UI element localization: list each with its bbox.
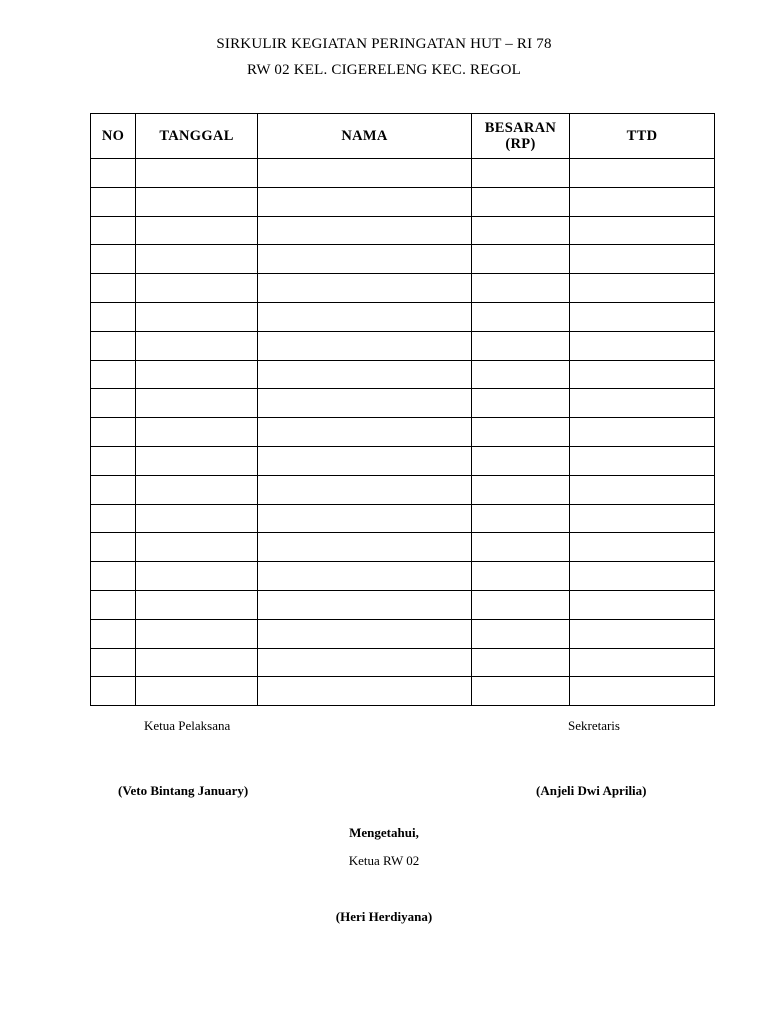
table-cell bbox=[570, 245, 715, 274]
table-row bbox=[91, 648, 715, 677]
column-header-no: NO bbox=[91, 114, 136, 159]
table-cell bbox=[472, 245, 570, 274]
table-cell bbox=[136, 331, 258, 360]
table-cell bbox=[258, 159, 472, 188]
table-cell bbox=[258, 562, 472, 591]
table-row bbox=[91, 360, 715, 389]
table-cell bbox=[136, 389, 258, 418]
table-row bbox=[91, 187, 715, 216]
table-cell bbox=[570, 619, 715, 648]
table-row bbox=[91, 446, 715, 475]
table-cell bbox=[570, 446, 715, 475]
table-cell bbox=[136, 274, 258, 303]
table-cell bbox=[136, 360, 258, 389]
table-cell bbox=[136, 504, 258, 533]
table-cell bbox=[570, 562, 715, 591]
table-row bbox=[91, 533, 715, 562]
table-cell bbox=[136, 648, 258, 677]
document-title: SIRKULIR KEGIATAN PERINGATAN HUT – RI 78 bbox=[216, 36, 552, 52]
column-header-nama: NAMA bbox=[258, 114, 472, 159]
table-cell bbox=[91, 216, 136, 245]
table-cell bbox=[570, 475, 715, 504]
table-row bbox=[91, 389, 715, 418]
table-cell bbox=[472, 504, 570, 533]
table-cell bbox=[136, 187, 258, 216]
table-cell bbox=[472, 418, 570, 447]
table-cell bbox=[91, 245, 136, 274]
table-cell bbox=[570, 331, 715, 360]
table-row bbox=[91, 504, 715, 533]
table-cell bbox=[258, 619, 472, 648]
table-cell bbox=[91, 331, 136, 360]
table-cell bbox=[472, 389, 570, 418]
column-header-tanggal: TANGGAL bbox=[136, 114, 258, 159]
table-cell bbox=[91, 533, 136, 562]
chairman-name: (Veto Bintang January) bbox=[118, 783, 249, 798]
table-row bbox=[91, 159, 715, 188]
column-header-ttd: TTD bbox=[570, 114, 715, 159]
table-cell bbox=[570, 216, 715, 245]
table-cell bbox=[472, 648, 570, 677]
rw-chairman-name: (Heri Herdiyana) bbox=[335, 909, 433, 924]
table-cell bbox=[136, 245, 258, 274]
table-cell bbox=[472, 302, 570, 331]
table-row bbox=[91, 418, 715, 447]
table-cell bbox=[91, 677, 136, 706]
table-cell bbox=[136, 677, 258, 706]
table-cell bbox=[91, 418, 136, 447]
table-cell bbox=[472, 533, 570, 562]
column-header-besaran bbox=[472, 114, 570, 159]
table-cell bbox=[91, 159, 136, 188]
table-row bbox=[91, 274, 715, 303]
table-cell bbox=[570, 187, 715, 216]
table-cell bbox=[472, 590, 570, 619]
document-subtitle: RW 02 KEL. CIGERELENG KEC. REGOL bbox=[246, 62, 522, 78]
table-cell bbox=[472, 475, 570, 504]
table-cell bbox=[570, 302, 715, 331]
table-cell bbox=[136, 216, 258, 245]
table-cell bbox=[91, 360, 136, 389]
table-row bbox=[91, 245, 715, 274]
table-cell bbox=[91, 619, 136, 648]
table-row bbox=[91, 302, 715, 331]
table-row bbox=[91, 475, 715, 504]
table-cell bbox=[91, 504, 136, 533]
table-cell bbox=[136, 302, 258, 331]
table-cell bbox=[258, 187, 472, 216]
table-cell bbox=[472, 187, 570, 216]
table-cell bbox=[570, 389, 715, 418]
table-cell bbox=[136, 562, 258, 591]
table-cell bbox=[91, 302, 136, 331]
table-cell bbox=[91, 274, 136, 303]
table-cell bbox=[91, 187, 136, 216]
table-cell bbox=[472, 677, 570, 706]
table-cell bbox=[258, 216, 472, 245]
table-cell bbox=[258, 446, 472, 475]
table-cell bbox=[472, 562, 570, 591]
table-row bbox=[91, 216, 715, 245]
table-cell bbox=[136, 446, 258, 475]
table-cell bbox=[258, 533, 472, 562]
table-cell bbox=[258, 331, 472, 360]
table-cell bbox=[258, 302, 472, 331]
table-cell bbox=[258, 504, 472, 533]
table-cell bbox=[258, 475, 472, 504]
table-cell bbox=[472, 159, 570, 188]
table-row bbox=[91, 590, 715, 619]
table-cell bbox=[570, 533, 715, 562]
table-cell bbox=[91, 562, 136, 591]
circulation-table bbox=[90, 113, 715, 706]
table-cell bbox=[472, 446, 570, 475]
table-header-row bbox=[91, 114, 715, 159]
secretary-role: Sekretaris bbox=[568, 718, 620, 733]
table-cell bbox=[91, 648, 136, 677]
table-cell bbox=[258, 648, 472, 677]
table-cell bbox=[472, 619, 570, 648]
table-cell bbox=[570, 590, 715, 619]
table-row bbox=[91, 331, 715, 360]
table-cell bbox=[136, 533, 258, 562]
column-header-besaran-label: BESARAN (RP) bbox=[484, 120, 557, 152]
table-row bbox=[91, 677, 715, 706]
table-cell bbox=[136, 159, 258, 188]
acknowledge-label: Mengetahui, bbox=[349, 825, 419, 840]
table-cell bbox=[258, 590, 472, 619]
table-cell bbox=[136, 418, 258, 447]
table-cell bbox=[258, 245, 472, 274]
table-cell bbox=[91, 475, 136, 504]
table-cell bbox=[91, 590, 136, 619]
table-cell bbox=[472, 216, 570, 245]
chairman-role: Ketua Pelaksana bbox=[144, 718, 231, 733]
table-body bbox=[91, 159, 715, 706]
table-cell bbox=[570, 159, 715, 188]
table-cell bbox=[570, 418, 715, 447]
table-row bbox=[91, 619, 715, 648]
secretary-name: (Anjeli Dwi Aprilia) bbox=[536, 783, 647, 798]
table-cell bbox=[570, 360, 715, 389]
table-cell bbox=[258, 418, 472, 447]
table-cell bbox=[91, 389, 136, 418]
table-cell bbox=[258, 274, 472, 303]
table-cell bbox=[136, 590, 258, 619]
table-cell bbox=[472, 331, 570, 360]
table-cell bbox=[472, 360, 570, 389]
table-cell bbox=[136, 475, 258, 504]
rw-chairman-role: Ketua RW 02 bbox=[348, 853, 420, 868]
table-cell bbox=[91, 446, 136, 475]
table-cell bbox=[570, 677, 715, 706]
table-cell bbox=[472, 274, 570, 303]
table-cell bbox=[570, 274, 715, 303]
table-cell bbox=[136, 619, 258, 648]
table-cell bbox=[258, 360, 472, 389]
table-cell bbox=[258, 389, 472, 418]
table-cell bbox=[258, 677, 472, 706]
table-cell bbox=[570, 504, 715, 533]
table-cell bbox=[570, 648, 715, 677]
table-row bbox=[91, 562, 715, 591]
